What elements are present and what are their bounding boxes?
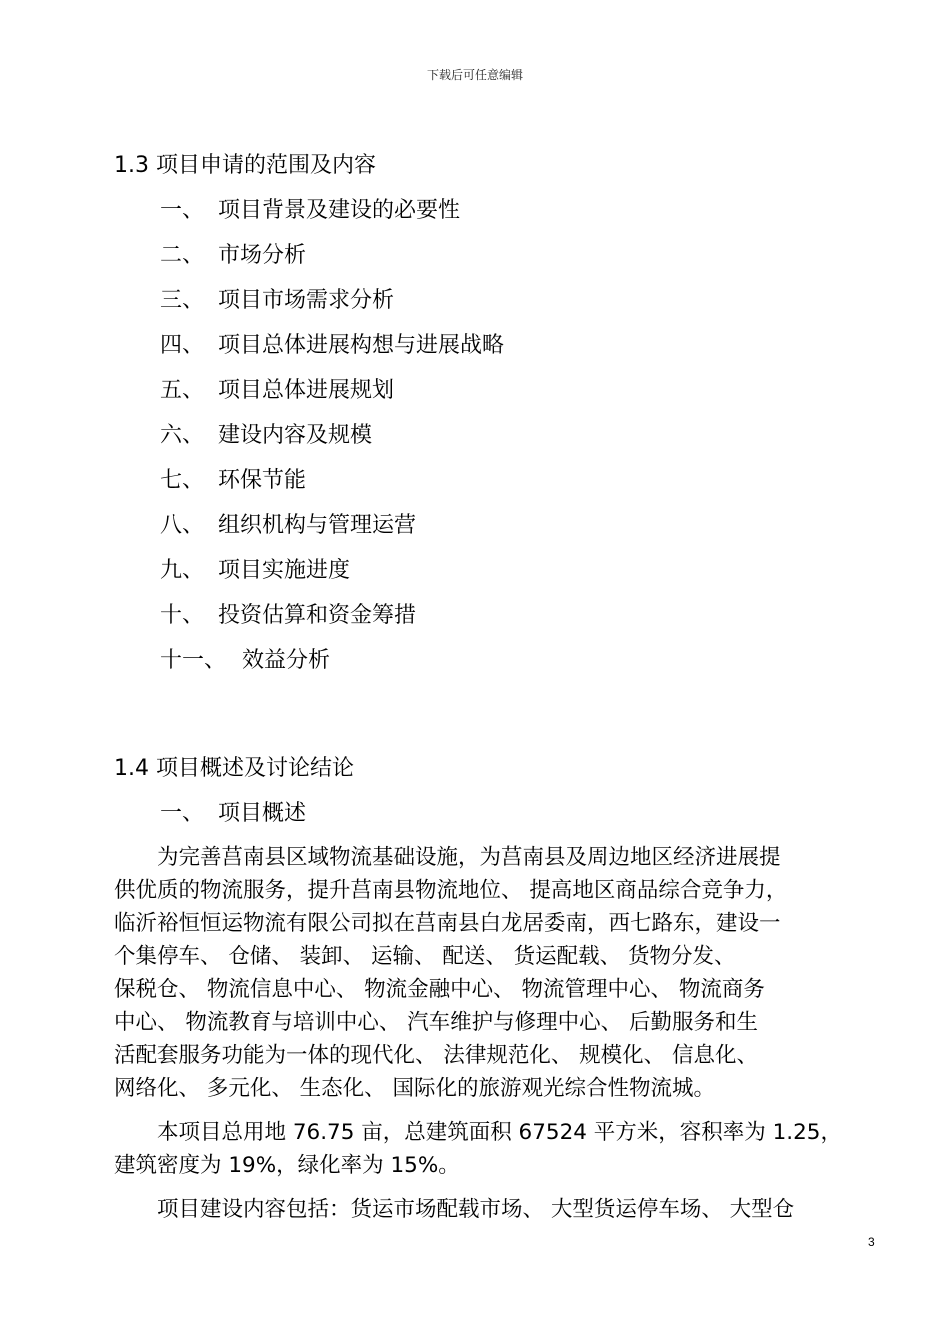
list-item (160, 512, 416, 540)
list-item-number: 五、 (160, 378, 205, 403)
paragraph-line: 活配套服务功能为一体的现代化、 法律规范化、 规模化、 信息化、 (114, 1043, 759, 1068)
list-item-number: 三、 (160, 288, 205, 313)
list-item-number: 十一、 (160, 648, 227, 673)
list-item (160, 287, 394, 315)
list-item-number: 四、 (160, 333, 205, 358)
paragraph-line: 中心、 物流教育与培训中心、 汽车维护与修理中心、 后勤服务和生 (114, 1010, 759, 1035)
list-item-number: 八、 (160, 513, 205, 538)
paragraph-line: 为完善莒南县区域物流基础设施，为莒南县及周边地区经济进展提 (114, 845, 781, 870)
paragraph-line: 临沂裕恒恒运物流有限公司拟在莒南县白龙居委南，西七路东，建设一 (114, 911, 781, 936)
list-item-number: 十、 (160, 603, 205, 628)
list-item (160, 467, 306, 495)
list-item-text: 市场分析 (218, 243, 307, 268)
paragraph-line: 保税仓、 物流信息中心、 物流金融中心、 物流管理中心、 物流商务 (114, 977, 765, 1002)
list-item-text: 组织机构与管理运营 (218, 513, 417, 538)
paragraph-overview (114, 841, 836, 1105)
paragraph-line: 个集停车、 仓储、 装卸、 运输、 配送、 货运配载、 货物分发、 (114, 944, 736, 969)
list-item-number: 一、 (160, 198, 205, 223)
list-item-text: 项目市场需求分析 (218, 288, 395, 313)
list-item-text: 效益分析 (242, 648, 331, 673)
list-item-text: 投资估算和资金筹措 (218, 603, 417, 628)
paragraph-line: 建筑密度为 19%，绿化率为 15%。 (114, 1153, 460, 1178)
list-item (160, 422, 372, 450)
list-item-text: 项目实施进度 (218, 558, 351, 583)
list-item (160, 197, 460, 225)
list-item-text: 项目总体进展规划 (218, 378, 395, 403)
list-item-number: 九、 (160, 558, 205, 583)
list-item (160, 602, 416, 630)
header-note: 下载后可任意编辑 (426, 68, 523, 82)
paragraph-line: 网络化、 多元化、 生态化、 国际化的旅游观光综合性物流城。 (114, 1076, 716, 1101)
sub-heading-text: 项目概述 (218, 801, 307, 826)
sub-heading (160, 800, 306, 828)
page-number: 3 (868, 1235, 875, 1249)
list-item-text: 项目总体进展构想与进展战略 (218, 333, 505, 358)
list-item (160, 377, 394, 405)
paragraph-line: 供优质的物流服务，提升莒南县物流地位、 提高地区商品综合竞争力， (114, 878, 788, 903)
section-heading-1-4: 1.4 项目概述及讨论结论 (114, 756, 354, 781)
list-item-text: 建设内容及规模 (218, 423, 373, 448)
list-item-text: 项目背景及建设的必要性 (218, 198, 461, 223)
section-heading-1-3: 1.3 项目申请的范围及内容 (114, 153, 376, 178)
paragraph-land-use (114, 1116, 842, 1182)
list-item (160, 332, 504, 360)
list-item-number: 七、 (160, 468, 205, 493)
sub-heading-number: 一、 (160, 801, 205, 826)
paragraph-line: 项目建设内容包括：货运市场配载市场、 大型货运停车场、 大型仓 (114, 1197, 795, 1222)
list-item-number: 二、 (160, 243, 205, 268)
list-item (160, 242, 306, 270)
list-item (160, 557, 350, 585)
list-item (160, 647, 330, 675)
list-item-number: 六、 (160, 423, 205, 448)
paragraph-construction (114, 1193, 836, 1226)
paragraph-line: 本项目总用地 76.75 亩，总建筑面积 67524 平方米，容积率为 1.25， (114, 1120, 842, 1145)
list-item-text: 环保节能 (218, 468, 307, 493)
